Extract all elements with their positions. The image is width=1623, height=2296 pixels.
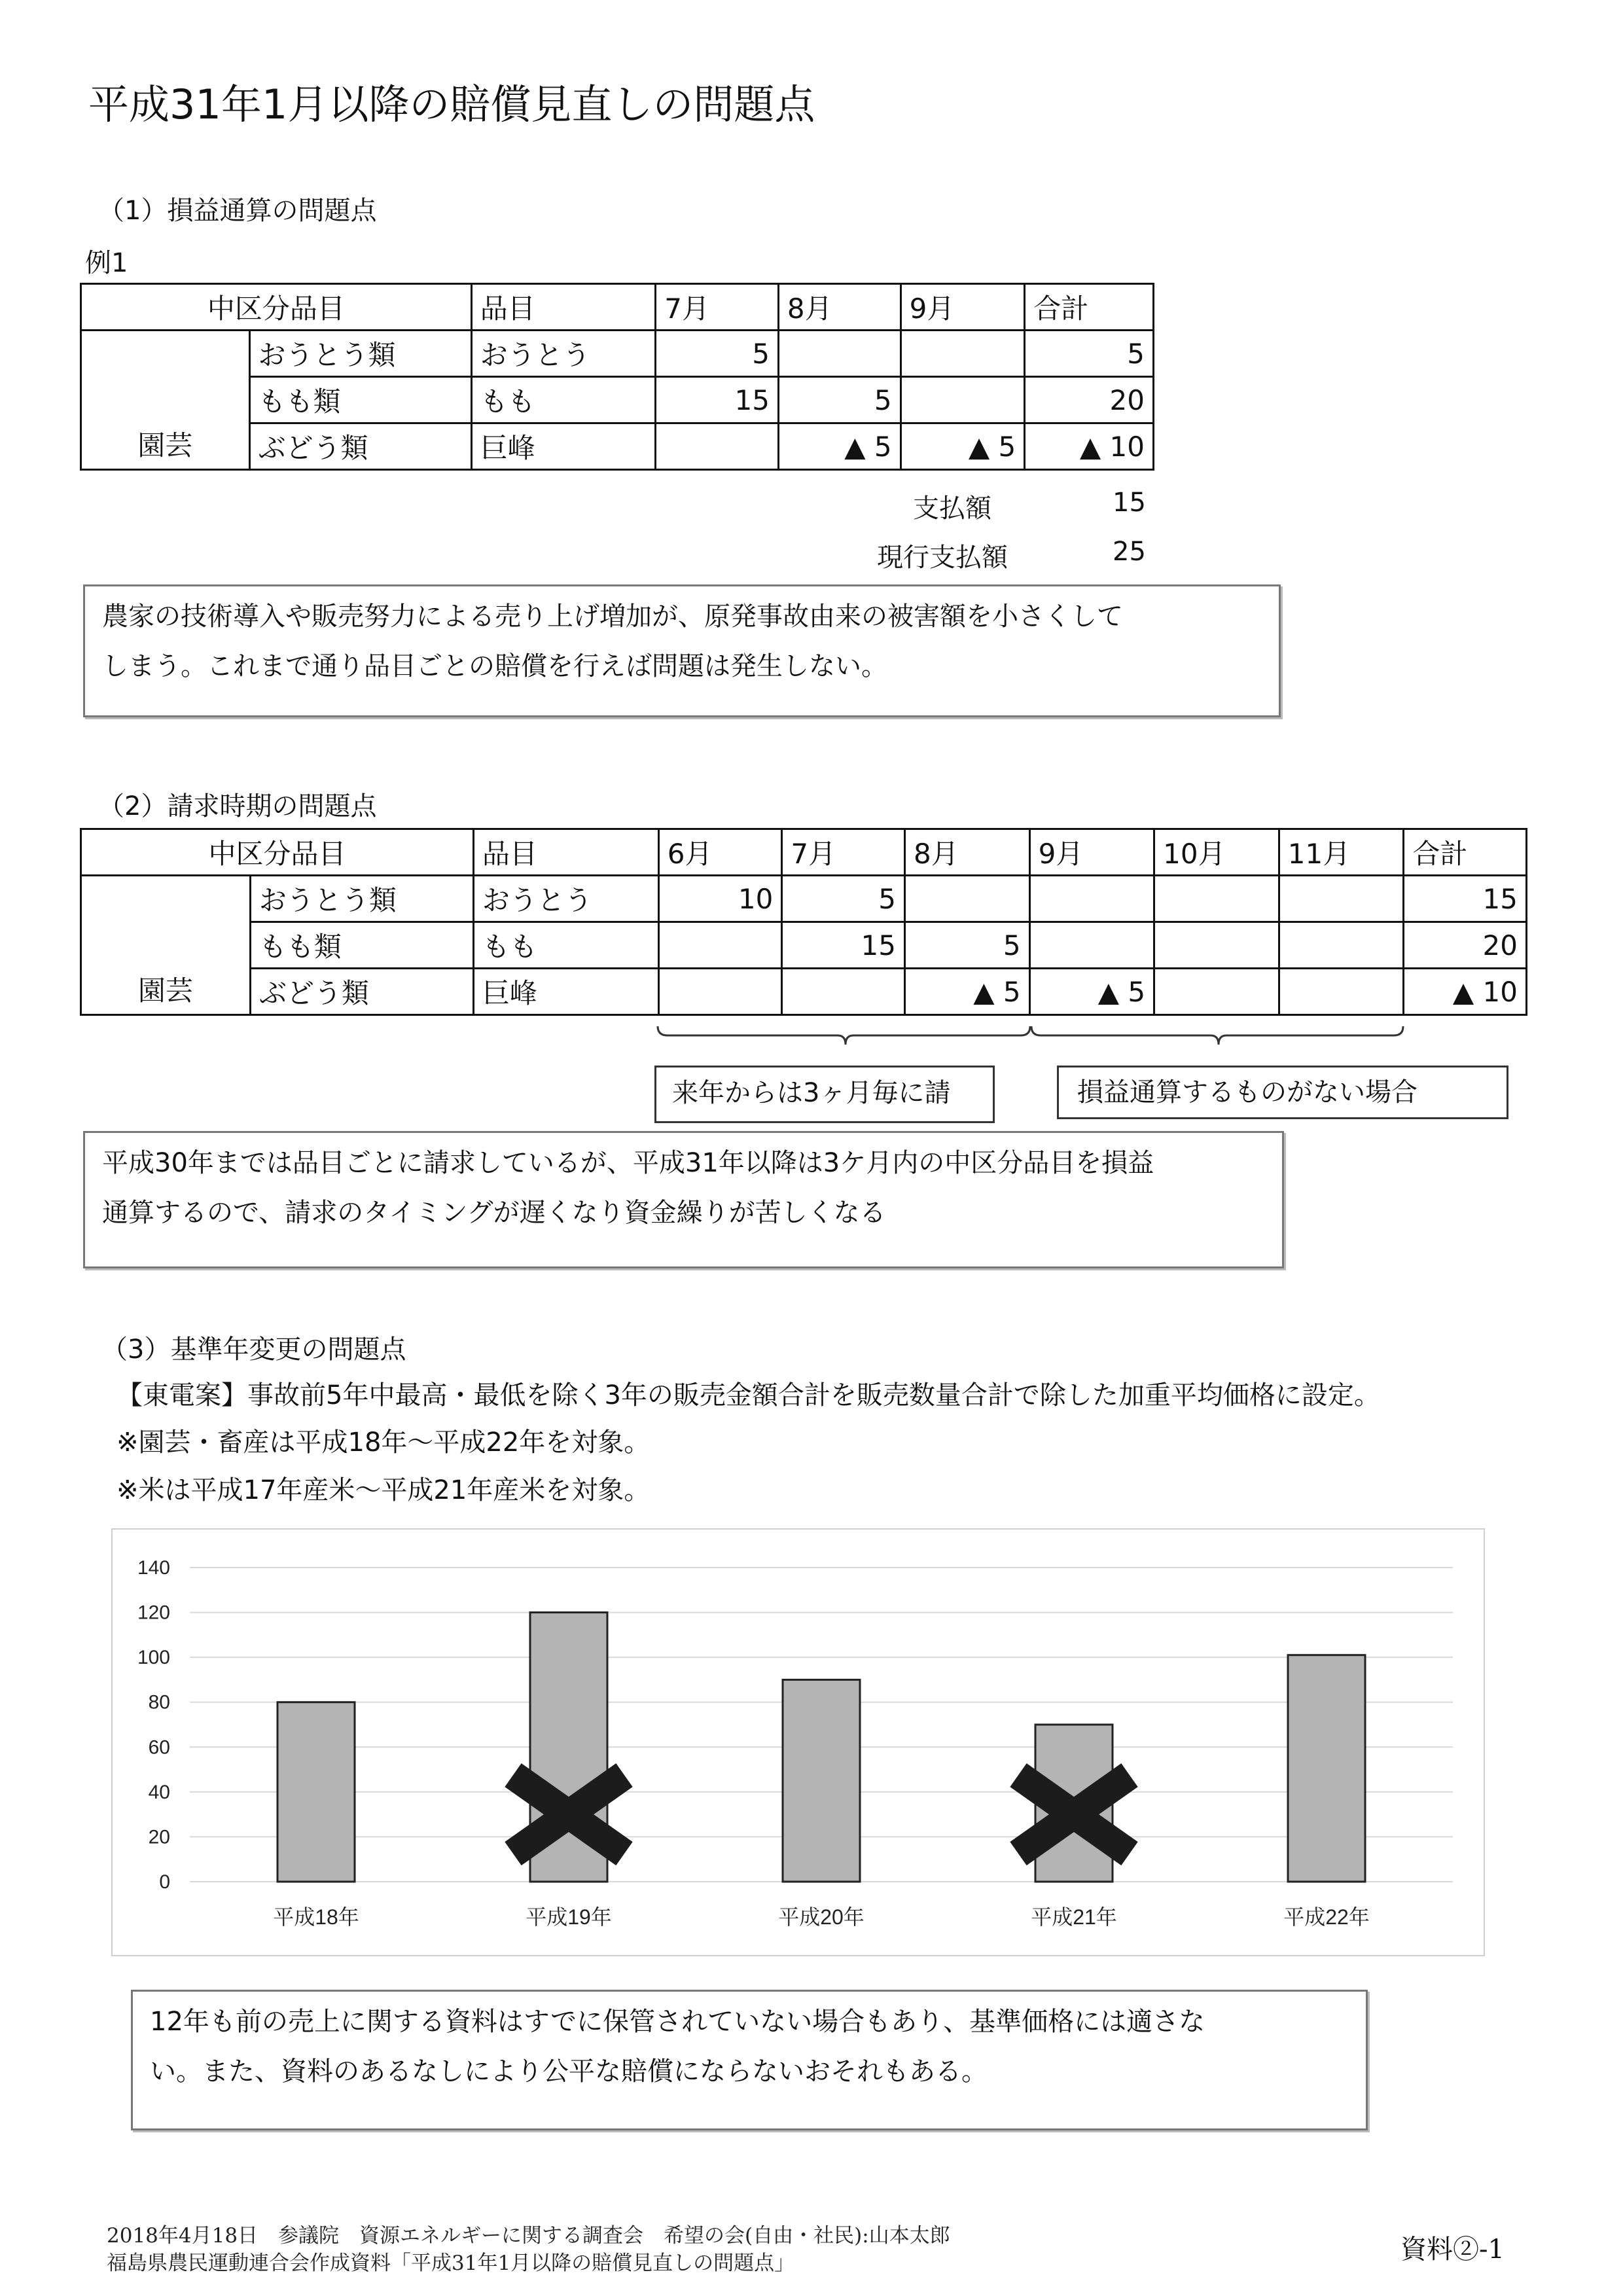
bar-chart: [111, 1528, 1482, 1954]
note-line: 通算するので、請求のタイミングが遅くなり資金繰りが苦しくなる: [102, 1198, 886, 1228]
table-header-row: [81, 829, 1527, 876]
col-header-total: 合計: [1404, 829, 1527, 876]
note-box-1: [83, 584, 1281, 717]
value-cell: [1154, 876, 1279, 922]
note-box-2: [83, 1131, 1284, 1268]
value-cell: [1279, 876, 1404, 922]
table-header-row: [81, 284, 1154, 331]
table-row: [81, 922, 1527, 969]
col-header-jul: 7月: [656, 284, 779, 331]
section2-heading: （2）請求時期の問題点: [98, 791, 377, 821]
note-line: 平成30年までは品目ごとに請求しているが、平成31年以降は3ケ月内の中区分品目を損益: [102, 1148, 1154, 1178]
item-cell: もも: [473, 922, 658, 969]
item-cell: おうとう: [471, 331, 655, 377]
table-loss-offset: [80, 283, 1154, 471]
bar: [783, 1679, 860, 1882]
y-tick-label: 40: [148, 1781, 170, 1803]
section1-heading: （1）損益通算の問題点: [98, 196, 377, 226]
value-cell: ▲ 5: [904, 969, 1029, 1015]
current-payment-value: 25: [1113, 537, 1146, 567]
y-tick-label: 140: [137, 1557, 170, 1579]
value-cell: 5: [656, 331, 779, 377]
current-payment-label: 現行支払額: [877, 543, 1008, 573]
subcategory-cell: ぶどう類: [250, 969, 473, 1015]
col-header-sep: 9月: [1029, 829, 1154, 876]
item-cell: 巨峰: [473, 969, 658, 1015]
subcategory-cell: もも類: [250, 922, 473, 969]
value-cell: [778, 331, 901, 377]
x-axis-ticks: [273, 1905, 1370, 1929]
total-cell: 20: [1404, 922, 1527, 969]
value-cell: [1154, 969, 1279, 1015]
col-header-aug: 8月: [904, 829, 1029, 876]
document-id: 資料②-1: [1400, 2234, 1505, 2265]
bar: [1288, 1655, 1365, 1882]
brace-left: [658, 1026, 1030, 1045]
table-row: [81, 876, 1527, 922]
col-header-category: 中区分品目: [81, 829, 474, 876]
col-header-jul: 7月: [782, 829, 905, 876]
value-cell: [656, 423, 779, 470]
col-header-oct: 10月: [1154, 829, 1279, 876]
col-header-sep: 9月: [901, 284, 1025, 331]
value-cell: [901, 331, 1025, 377]
table-billing-timing: [80, 828, 1527, 1016]
footer-line-2: 福島県農民運動連合会作成資料「平成31年1月以降の賠償見直しの問題点」: [107, 2251, 795, 2275]
total-cell: 20: [1025, 377, 1154, 423]
value-cell: 5: [782, 876, 905, 922]
footer-line-1: 2018年4月18日 参議院 資源エネルギーに関する調査会 希望の会(自由・社民):山本太郎: [107, 2224, 950, 2248]
y-tick-label: 100: [137, 1647, 170, 1669]
col-header-jun: 6月: [658, 829, 782, 876]
subcategory-cell: おうとう類: [249, 331, 471, 377]
y-axis-ticks: [137, 1557, 170, 1893]
note-rice: ※米は平成17年産米～平成21年産米を対象。: [116, 1475, 651, 1505]
value-cell: 5: [904, 922, 1029, 969]
example-label: 例1: [85, 248, 128, 278]
col-header-total: 合計: [1025, 284, 1154, 331]
value-cell: [658, 922, 782, 969]
total-cell: ▲ 10: [1025, 423, 1154, 470]
section3-heading: （3）基準年変更の問題点: [101, 1335, 406, 1365]
x-tick-label: 平成22年: [1283, 1905, 1370, 1929]
callout-left-text: 来年からは3ヶ月毎に請: [672, 1078, 951, 1108]
value-cell: [1029, 922, 1154, 969]
y-tick-label: 80: [148, 1691, 170, 1713]
value-cell: [782, 969, 905, 1015]
item-cell: おうとう: [473, 876, 658, 922]
bar: [277, 1702, 355, 1882]
note-line: い。また、資料のあるなしにより公平な賠償にならないおそれもある。: [150, 2056, 988, 2087]
value-cell: [1029, 876, 1154, 922]
category-cell: 園芸: [81, 876, 251, 1015]
note-line: 農家の技術導入や販売努力による売り上げ増加が、原発事故由来の被害額を小さくして: [102, 601, 1123, 632]
table-row: [81, 969, 1527, 1015]
tepco-proposal-text: 【東電案】事故前5年中最高・最低を除く3年の販売金額合計を販売数量合計で除した加重平均価格に設定。: [116, 1380, 1380, 1410]
value-cell: 15: [656, 377, 779, 423]
value-cell: [658, 969, 782, 1015]
col-header-nov: 11月: [1279, 829, 1404, 876]
y-tick-label: 20: [148, 1826, 170, 1848]
note-line: 12年も前の売上に関する資料はすでに保管されていない場合もあり、基準価格には適さな: [150, 2007, 1205, 2037]
table-row: [81, 331, 1154, 377]
value-cell: [1279, 922, 1404, 969]
col-header-category: 中区分品目: [81, 284, 472, 331]
callout-right-text: 損益通算するものがない場合: [1077, 1077, 1418, 1107]
x-tick-label: 平成20年: [778, 1905, 865, 1929]
col-header-item: 品目: [473, 829, 658, 876]
note-horticulture: ※園芸・畜産は平成18年～平成22年を対象。: [116, 1427, 651, 1458]
x-tick-label: 平成18年: [273, 1905, 359, 1929]
note-line: しまう。これまで通り品目ごとの賠償を行えば問題は発生しない。: [102, 651, 887, 681]
value-cell: [1279, 969, 1404, 1015]
col-header-item: 品目: [471, 284, 655, 331]
total-cell: ▲ 10: [1404, 969, 1527, 1015]
category-cell: 園芸: [81, 331, 250, 470]
y-tick-label: 60: [148, 1736, 170, 1759]
subcategory-cell: ぶどう類: [249, 423, 471, 470]
value-cell: [904, 876, 1029, 922]
callout-left: [654, 1066, 995, 1123]
payment-label: 支払額: [913, 493, 991, 524]
x-tick-label: 平成19年: [526, 1905, 612, 1929]
value-cell: [901, 377, 1025, 423]
value-cell: ▲ 5: [901, 423, 1025, 470]
x-tick-label: 平成21年: [1031, 1905, 1117, 1929]
callout-right: [1057, 1066, 1508, 1119]
value-cell: ▲ 5: [1029, 969, 1154, 1015]
y-tick-label: 120: [137, 1602, 170, 1624]
value-cell: 15: [782, 922, 905, 969]
value-cell: ▲ 5: [778, 423, 901, 470]
page-title: 平成31年1月以降の賠償見直しの問題点: [88, 81, 815, 128]
payment-value: 15: [1113, 488, 1146, 518]
total-cell: 5: [1025, 331, 1154, 377]
value-cell: [1154, 922, 1279, 969]
subcategory-cell: おうとう類: [250, 876, 473, 922]
total-cell: 15: [1404, 876, 1527, 922]
note-box-3: [131, 1990, 1368, 2130]
y-tick-label: 0: [159, 1871, 170, 1893]
value-cell: 10: [658, 876, 782, 922]
item-cell: もも: [471, 377, 655, 423]
subcategory-cell: もも類: [249, 377, 471, 423]
item-cell: 巨峰: [471, 423, 655, 470]
value-cell: 5: [778, 377, 901, 423]
col-header-aug: 8月: [778, 284, 901, 331]
brace-right: [1031, 1026, 1403, 1045]
